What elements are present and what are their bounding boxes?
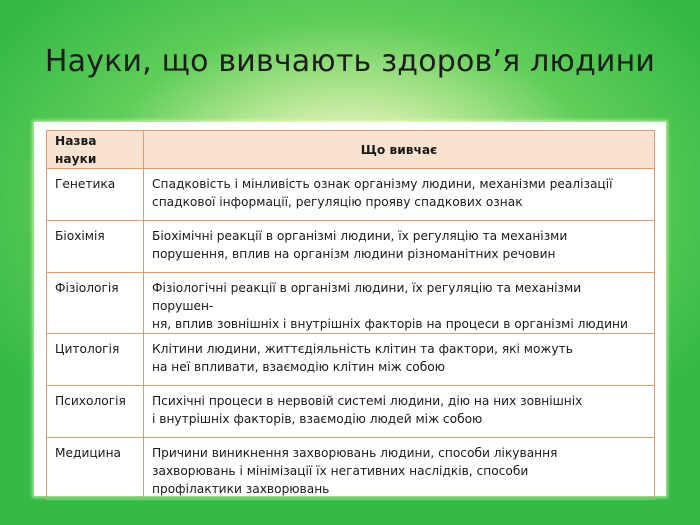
table-row (47, 334, 655, 386)
science-name-cell: Фізіологія (47, 273, 144, 334)
science-name-cell: Біохімія (47, 221, 144, 273)
description-line: профілактики захворювань (152, 482, 330, 496)
table-header-row (47, 131, 655, 169)
science-description-cell (144, 221, 655, 273)
table-row (47, 438, 655, 500)
science-name-cell: Медицина (47, 438, 144, 500)
description-line: Психічні процеси в нервовій системі людини, дію на них зовнішніх (152, 394, 583, 408)
header-what-it-studies: Що вивчає (144, 131, 655, 169)
table-row (47, 273, 655, 334)
table-row (47, 221, 655, 273)
description-line: і внутрішніх факторів, взаємодію людей між собою (152, 412, 483, 426)
science-name-cell: Генетика (47, 169, 144, 221)
description-line: Біохімічні реакції в організмі людини, їх регуляцію та механізми (152, 229, 568, 243)
science-description-cell (144, 386, 655, 438)
table-frame (34, 122, 666, 496)
science-description-cell (144, 169, 655, 221)
description-line: Причини виникнення захворювань людини, способи лікування (152, 446, 558, 460)
description-line: Спадковість і мінливість ознак організму людини, механізми реалізації (152, 177, 613, 191)
header-science-name: Назва науки (47, 131, 144, 169)
description-line: захворювань і мінімізації їх негативних наслідків, способи (152, 464, 529, 478)
description-line: на неї впливати, взаємодію клітин між собою (152, 360, 445, 374)
science-description-cell (144, 438, 655, 500)
description-line: Клітини людини, життєдіяльність клітин та фактори, які можуть (152, 342, 573, 356)
science-description-cell (144, 273, 655, 334)
science-name-cell: Цитологія (47, 334, 144, 386)
science-description-cell (144, 334, 655, 386)
description-line: спадкової інформації, регуляцію прояву спадкових ознак (152, 195, 523, 209)
description-line: ня, вплив зовнішніх і внутрішніх факторів на процеси в організмі людини (152, 317, 628, 331)
science-name-cell: Психологія (47, 386, 144, 438)
description-line: порушення, вплив на організм людини різноманітних речовин (152, 247, 556, 261)
slide-title: Науки, що вивчають здоров’я людини (44, 44, 656, 79)
table-row (47, 386, 655, 438)
description-line: Фізіологічні реакції в організмі людини, їх регуляцію та механізми порушен- (152, 281, 582, 313)
table-row (47, 169, 655, 221)
sciences-table (46, 130, 655, 500)
